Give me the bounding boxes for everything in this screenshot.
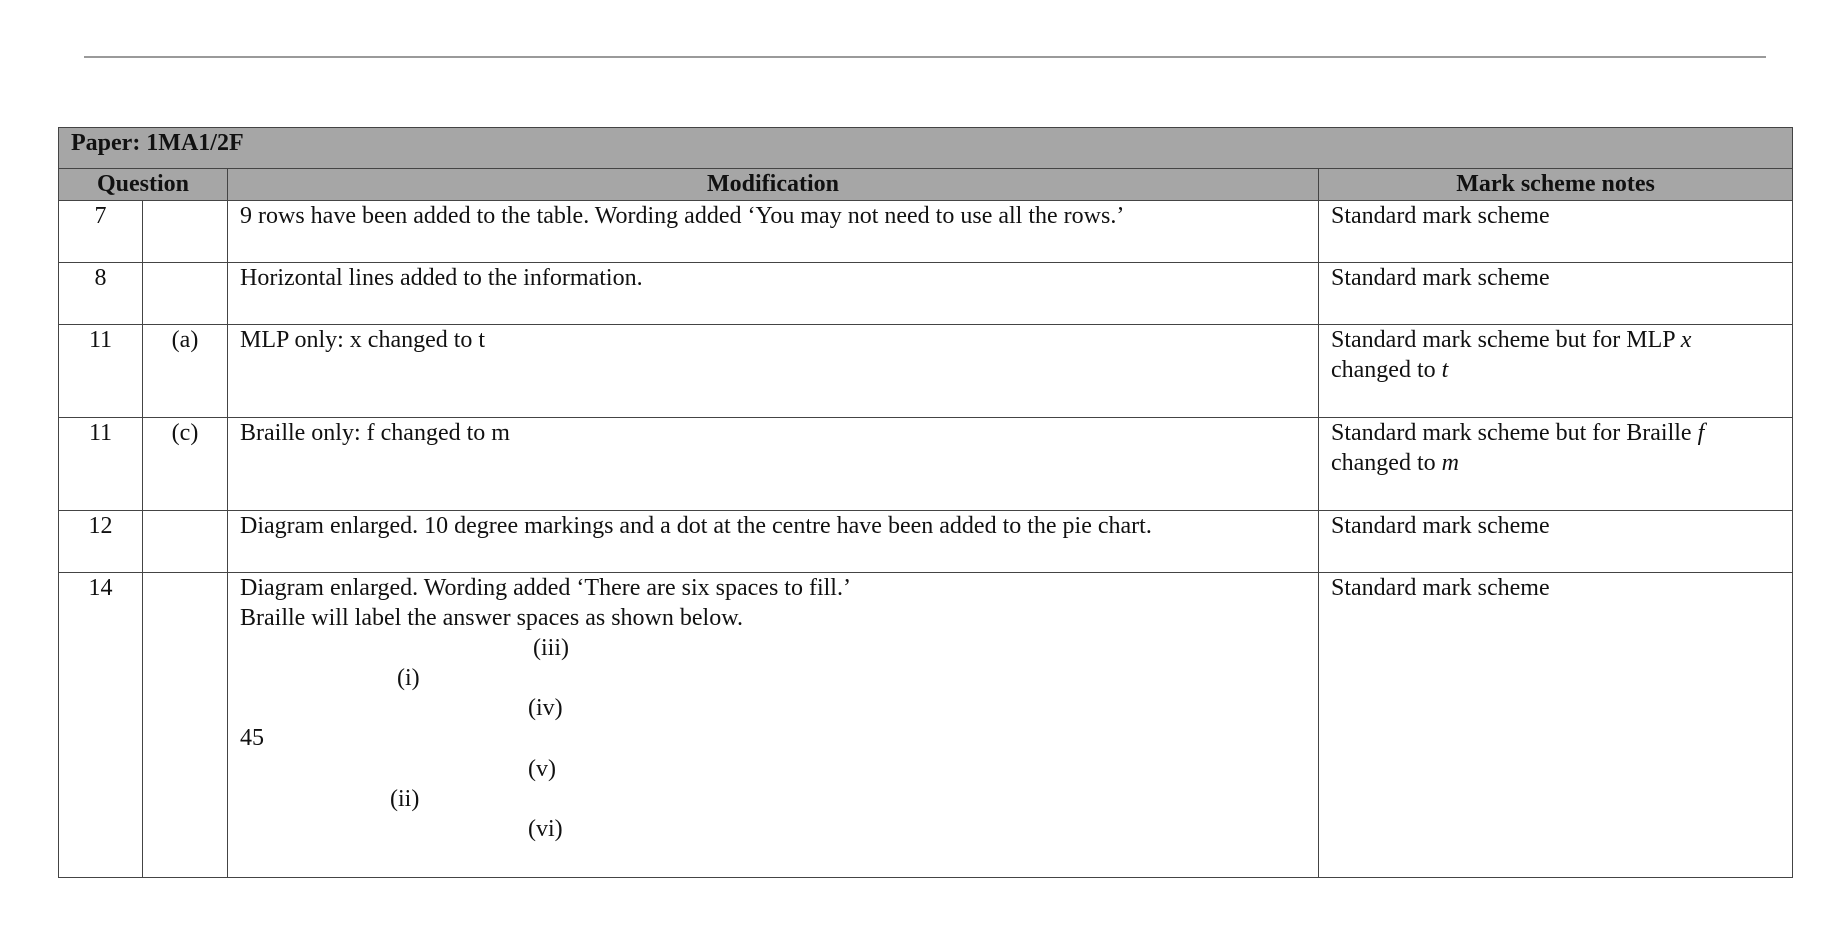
table-row: [59, 573, 1793, 878]
question-part: [143, 511, 228, 573]
modification-text: MLP only: x changed to t: [228, 325, 1319, 418]
modification-text: 9 rows have been added to the table. Wording added ‘You may not need to use all the rows.’: [228, 201, 1319, 263]
note-variable: x: [1680, 327, 1692, 353]
answer-space-labels: [240, 633, 1306, 842]
mark-scheme-note: Standard mark scheme: [1319, 573, 1793, 878]
table-row: [59, 201, 1793, 263]
label-iv: (iv): [528, 695, 563, 721]
modification-text: [228, 573, 1319, 878]
note-text: Standard mark scheme but for MLP: [1331, 327, 1681, 353]
modification-text: Diagram enlarged. 10 degree markings and a dot at the centre have been added to the pie chart.: [228, 511, 1319, 573]
question-part: [143, 201, 228, 263]
question-part: (c): [143, 418, 228, 511]
label-i: (i): [397, 665, 420, 691]
header-notes: Mark scheme notes: [1319, 169, 1793, 201]
modification-text: Horizontal lines added to the information.: [228, 263, 1319, 325]
question-number: 11: [59, 418, 143, 511]
modification-text: Braille only: f changed to m: [228, 418, 1319, 511]
given-value: 45: [240, 725, 264, 751]
note-text: Standard mark scheme but for Braille: [1331, 420, 1698, 446]
mark-scheme-note: [1319, 325, 1793, 418]
question-number: 7: [59, 201, 143, 263]
question-number: 14: [59, 573, 143, 878]
note-variable: t: [1441, 357, 1449, 383]
question-part: [143, 263, 228, 325]
question-number: 11: [59, 325, 143, 418]
note-variable: f: [1697, 420, 1705, 446]
label-ii: (ii): [390, 786, 420, 812]
table-row: [59, 418, 1793, 511]
header-modification: Modification: [228, 169, 1319, 201]
mark-scheme-note: Standard mark scheme: [1319, 511, 1793, 573]
table-row: [59, 263, 1793, 325]
question-number: 12: [59, 511, 143, 573]
header-question: Question: [59, 169, 228, 201]
mark-scheme-note: Standard mark scheme: [1319, 263, 1793, 325]
header-rule: [84, 56, 1766, 58]
note-text: changed to: [1331, 357, 1442, 383]
paper-title-row: [59, 128, 1793, 169]
label-vi: (vi): [528, 816, 563, 842]
modification-line: Braille will label the answer spaces as shown below.: [240, 605, 743, 631]
label-v: (v): [528, 756, 556, 782]
label-iii: (iii): [533, 635, 569, 661]
modifications-table: [58, 127, 1793, 878]
note-text: changed to: [1331, 450, 1442, 476]
question-part: [143, 573, 228, 878]
mark-scheme-note: Standard mark scheme: [1319, 201, 1793, 263]
mark-scheme-note: [1319, 418, 1793, 511]
note-variable: m: [1441, 450, 1459, 476]
question-number: 8: [59, 263, 143, 325]
column-header-row: [59, 169, 1793, 201]
table-row: [59, 511, 1793, 573]
paper-title: Paper: 1MA1/2F: [59, 128, 1793, 169]
table-row: [59, 325, 1793, 418]
modification-line: Diagram enlarged. Wording added ‘There are six spaces to fill.’: [240, 575, 851, 601]
question-part: (a): [143, 325, 228, 418]
